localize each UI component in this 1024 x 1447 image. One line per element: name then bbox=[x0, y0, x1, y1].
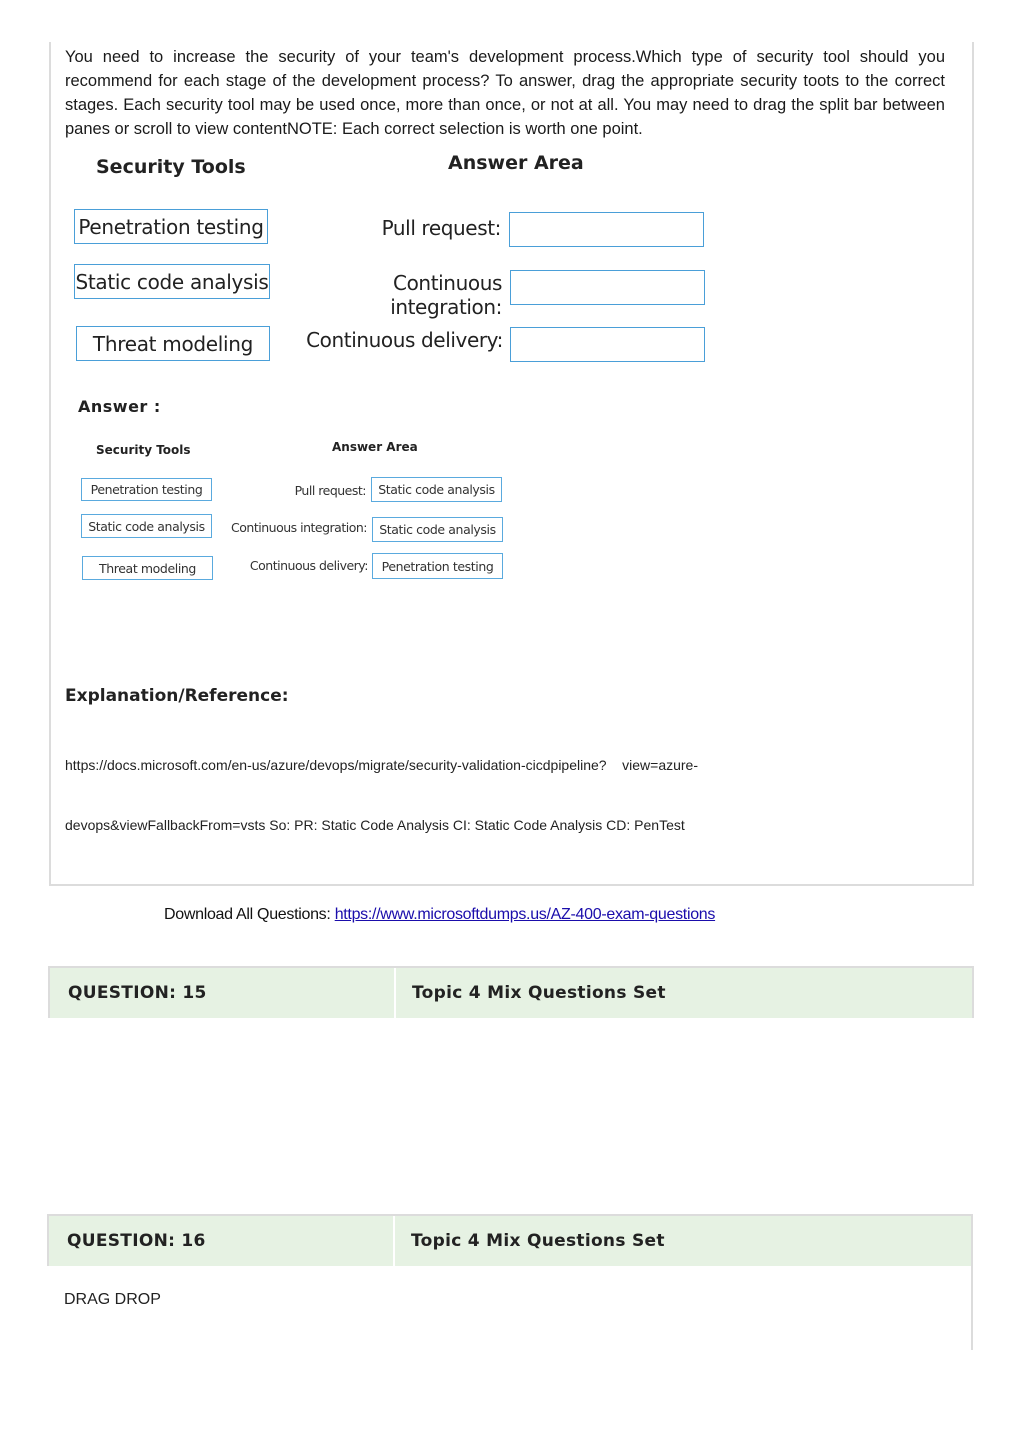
reference-line-2: devops&viewFallbackFrom=vsts So: PR: Static Code Analysis CI: Static Code Analysis CD: PenTest bbox=[65, 817, 685, 833]
answer-tool-threat-modeling: Threat modeling bbox=[82, 556, 213, 580]
answer-selection-pull-request: Static code analysis bbox=[371, 477, 502, 502]
explanation-heading: Explanation/Reference: bbox=[65, 686, 289, 706]
question-15-header bbox=[48, 966, 974, 1018]
reference-line-1: https://docs.microsoft.com/en-us/azure/devops/migrate/security-validation-cicdpipeline? view=azure- bbox=[65, 757, 699, 773]
stage-continuous-delivery: Continuous delivery: bbox=[306, 328, 503, 352]
download-label: Download All Questions: bbox=[164, 906, 335, 923]
answer-tool-penetration-testing: Penetration testing bbox=[81, 478, 212, 501]
drop-target-continuous-delivery[interactable] bbox=[510, 327, 705, 362]
answer-stage-continuous-integration: Continuous integration: bbox=[231, 520, 367, 535]
download-line bbox=[164, 906, 715, 924]
tool-penetration-testing[interactable]: Penetration testing bbox=[74, 209, 268, 244]
question-16-card-border bbox=[969, 1266, 973, 1350]
question-16-type: DRAG DROP bbox=[64, 1291, 161, 1308]
question-15-topic: Topic 4 Mix Questions Set bbox=[412, 983, 666, 1003]
answer-tool-static-code-analysis: Static code analysis bbox=[81, 514, 212, 538]
answer-stage-continuous-delivery: Continuous delivery: bbox=[249, 558, 368, 573]
answer-selection-continuous-integration: Static code analysis bbox=[372, 517, 503, 542]
security-tools-heading: Security Tools bbox=[96, 156, 246, 178]
stage-continuous-integration: Continuous integration: bbox=[390, 271, 502, 319]
drop-target-pull-request[interactable] bbox=[509, 212, 704, 247]
answer-security-tools-heading: Security Tools bbox=[96, 443, 191, 457]
drop-target-continuous-integration[interactable] bbox=[510, 270, 705, 305]
answer-answer-area-heading: Answer Area bbox=[332, 440, 418, 454]
question-16-header bbox=[47, 1214, 973, 1266]
question-15-number: QUESTION: 15 bbox=[50, 968, 396, 1018]
stage-pull-request: Pull request: bbox=[381, 216, 501, 240]
answer-area-heading: Answer Area bbox=[448, 152, 584, 174]
tool-threat-modeling[interactable]: Threat modeling bbox=[76, 326, 270, 361]
question-16-number: QUESTION: 16 bbox=[49, 1216, 395, 1266]
question-16-topic: Topic 4 Mix Questions Set bbox=[411, 1231, 665, 1251]
answer-selection-continuous-delivery: Penetration testing bbox=[372, 553, 503, 579]
tool-static-code-analysis[interactable]: Static code analysis bbox=[74, 264, 270, 299]
download-link[interactable]: https://www.microsoftdumps.us/AZ-400-exam-questions bbox=[334, 906, 716, 923]
answer-stage-pull-request: Pull request: bbox=[294, 483, 366, 498]
answer-label: Answer : bbox=[78, 397, 161, 416]
question-text: You need to increase the security of your team's development process.Which type of security tool should you recommend for each stage of the development process? To answer, drag the appropriate security toots to the correct stages. Each security tool may be used once, more than once, or not at all. You may need to drag the split bar between panes or scroll to view contentNOTE: Each correct selection is worth one point. bbox=[65, 48, 945, 138]
